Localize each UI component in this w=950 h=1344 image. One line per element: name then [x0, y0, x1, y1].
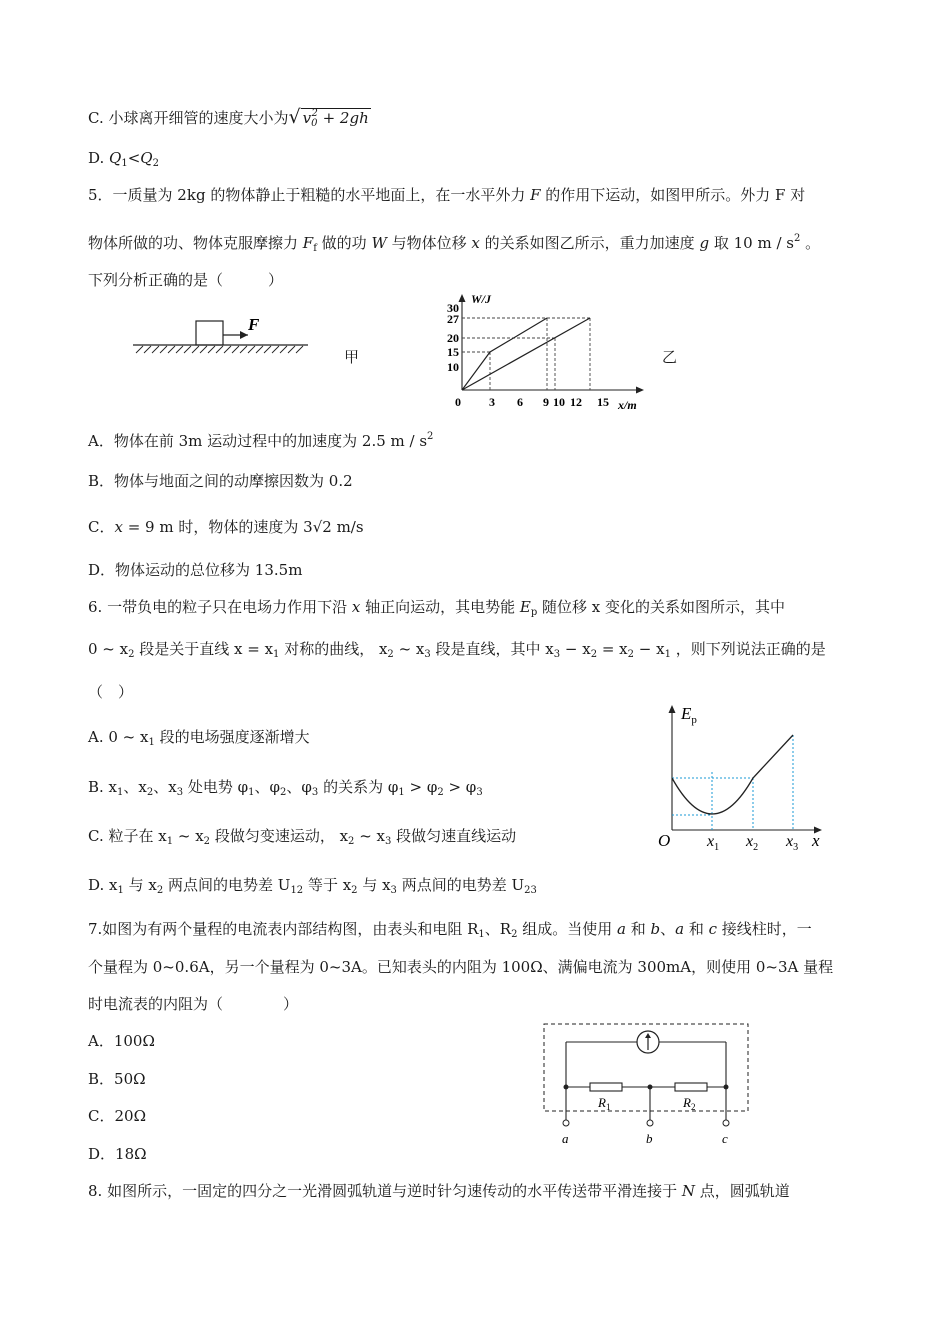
q7-option-c: C．20Ω: [88, 1107, 147, 1125]
q6-option-a: A. 0 ~ $x_1$ 段的电场强度逐渐增大: [88, 728, 310, 748]
q7-circuit-figure: [540, 1020, 755, 1150]
q7-stem-line1: 7.如图为有两个量程的电流表内部结构图，由表头和电阻 $R_1$、$R_2$ 组成。当使用 a 和 b、a 和 c 接线柱时，一: [88, 920, 812, 940]
origin-label: O: [658, 831, 671, 850]
q7-stem-line2: 个量程为 0~0.6A，另一个量程为 0~3A。已知表头的内阻为 100Ω、满偏电流为 300mA，则使用 0~3A 量程: [88, 958, 834, 976]
y-axis-label: W/J: [471, 292, 492, 306]
q5-option-d: D．物体运动的总位移为 13.5m: [88, 561, 303, 579]
x-tick-9: 9: [543, 395, 549, 409]
r1-label: $R_1$: [598, 1095, 611, 1112]
q5-stem-line3: 下列分析正确的是（ ）: [88, 271, 284, 289]
q5-figure-yi: [440, 290, 650, 415]
line-friction-work: [462, 318, 590, 390]
q5-caption-jia: 甲: [344, 348, 360, 366]
q5-option-b: B．物体与地面之间的动摩擦因数为 0.2: [88, 472, 353, 490]
y-tick-10: 10: [447, 360, 459, 374]
ground-hatch: [136, 346, 303, 353]
terminal-a: [563, 1120, 569, 1126]
r2-label: $R_2$: [683, 1095, 696, 1112]
x-tick-10: 10: [553, 395, 565, 409]
q8-stem-line1: 8. 如图所示，一固定的四分之一光滑圆弧轨道与逆时针匀速传动的水平传送带平滑连接于 N 点，圆弧轨道: [88, 1182, 790, 1200]
q6-stem-line2: 0 ~ $x_2$ 段是关于直线 $x = x_1$ 对称的曲线， $x_2$ ~ $x_3$ 段是直线，其中 $x_3 - x_2 = x_2 - x_1$ ，则下列说法正确的是: [88, 640, 826, 660]
resistor-r2: [675, 1083, 707, 1091]
q5-option-a: A．物体在前 3m 运动过程中的加速度为 2.5 m / $s^2$: [88, 431, 434, 450]
terminal-c-label: c: [722, 1131, 728, 1146]
guide-lines: [672, 735, 793, 830]
block: [196, 321, 223, 345]
terminal-a-label: a: [562, 1131, 569, 1146]
q4-option-c: C. 小球离开细管的速度大小为√ $v_0^2 + 2gh$: [88, 106, 369, 129]
line-force-work: [462, 318, 547, 390]
q6-option-b: B. $x_1$、$x_2$、$x_3$ 处电势 $\varphi_1$、$\varphi_2$、$\varphi_3$ 的关系为 $\varphi_1 > \varphi_2 > \varphi_3$: [88, 778, 483, 798]
resistor-r1: [590, 1083, 622, 1091]
x2-label: $x_2$: [746, 833, 759, 853]
x-tick-15: 15: [597, 395, 609, 409]
x-axis-label: x/m: [618, 398, 637, 412]
y-tick-30: 30: [447, 301, 459, 315]
q7-stem-line3: 时电流表的内阻为（ ）: [88, 995, 299, 1013]
q4-option-d: D. $Q_1<Q_2$: [88, 149, 159, 169]
x1-label: $x_1$: [707, 833, 720, 853]
q5-stem-line1: 5．一质量为 2kg 的物体静止于粗糙的水平地面上，在一水平外力 F 的作用下运动，如图甲所示。外力 F 对: [88, 186, 806, 204]
x-axis-label: x: [812, 831, 820, 850]
terminal-b: [647, 1120, 653, 1126]
y-tick-27: 27: [447, 312, 459, 326]
force-label: F: [248, 315, 260, 334]
q5-figure-jia: [128, 306, 318, 356]
circuit-wires: [566, 1042, 726, 1120]
ep-curve: [672, 735, 793, 814]
q6-stem-line3: （ ）: [88, 683, 134, 701]
x-tick-6: 6: [517, 395, 523, 409]
y-tick-20: 20: [447, 331, 459, 345]
origin-label: 0: [455, 395, 461, 409]
q6-option-d: D. $x_1$ 与 $x_2$ 两点间的电势差 $U_{12}$ 等于 $x_2$ 与 $x_3$ 两点间的电势差 $U_{23}$: [88, 876, 537, 896]
q6-stem-line1: 6. 一带负电的粒子只在电场力作用下沿 x 轴正向运动，其电势能 $E_p$ 随位移 x 变化的关系如图所示，其中: [88, 598, 785, 618]
y-axis-label: $E_p$: [681, 704, 697, 726]
q6-figure: [650, 700, 830, 855]
q7-option-a: A．100Ω: [88, 1032, 155, 1050]
q7-option-d: D．18Ω: [88, 1145, 147, 1163]
q5-option-c: C．x = 9 m 时，物体的速度为 3√2 m/s: [88, 518, 364, 536]
q7-option-b: B．50Ω: [88, 1070, 146, 1088]
x-tick-12: 12: [570, 395, 582, 409]
y-tick-15: 15: [447, 345, 459, 359]
terminal-c: [723, 1120, 729, 1126]
terminal-b-label: b: [646, 1131, 653, 1146]
q5-caption-yi: 乙: [662, 348, 678, 366]
q5-stem-line2: 物体所做的功、物体克服摩擦力 $F_f$ 做的功 W 与物体位移 x 的关系如图乙所示，重力加速度 g 取 10 m / $s^2$ 。: [88, 233, 821, 254]
x3-label: $x_3$: [786, 833, 799, 853]
x-tick-3: 3: [489, 395, 495, 409]
q6-option-c: C. 粒子在 $x_1$ ~ $x_2$ 段做匀变速运动， $x_2$ ~ $x_3$ 段做匀速直线运动: [88, 827, 517, 847]
